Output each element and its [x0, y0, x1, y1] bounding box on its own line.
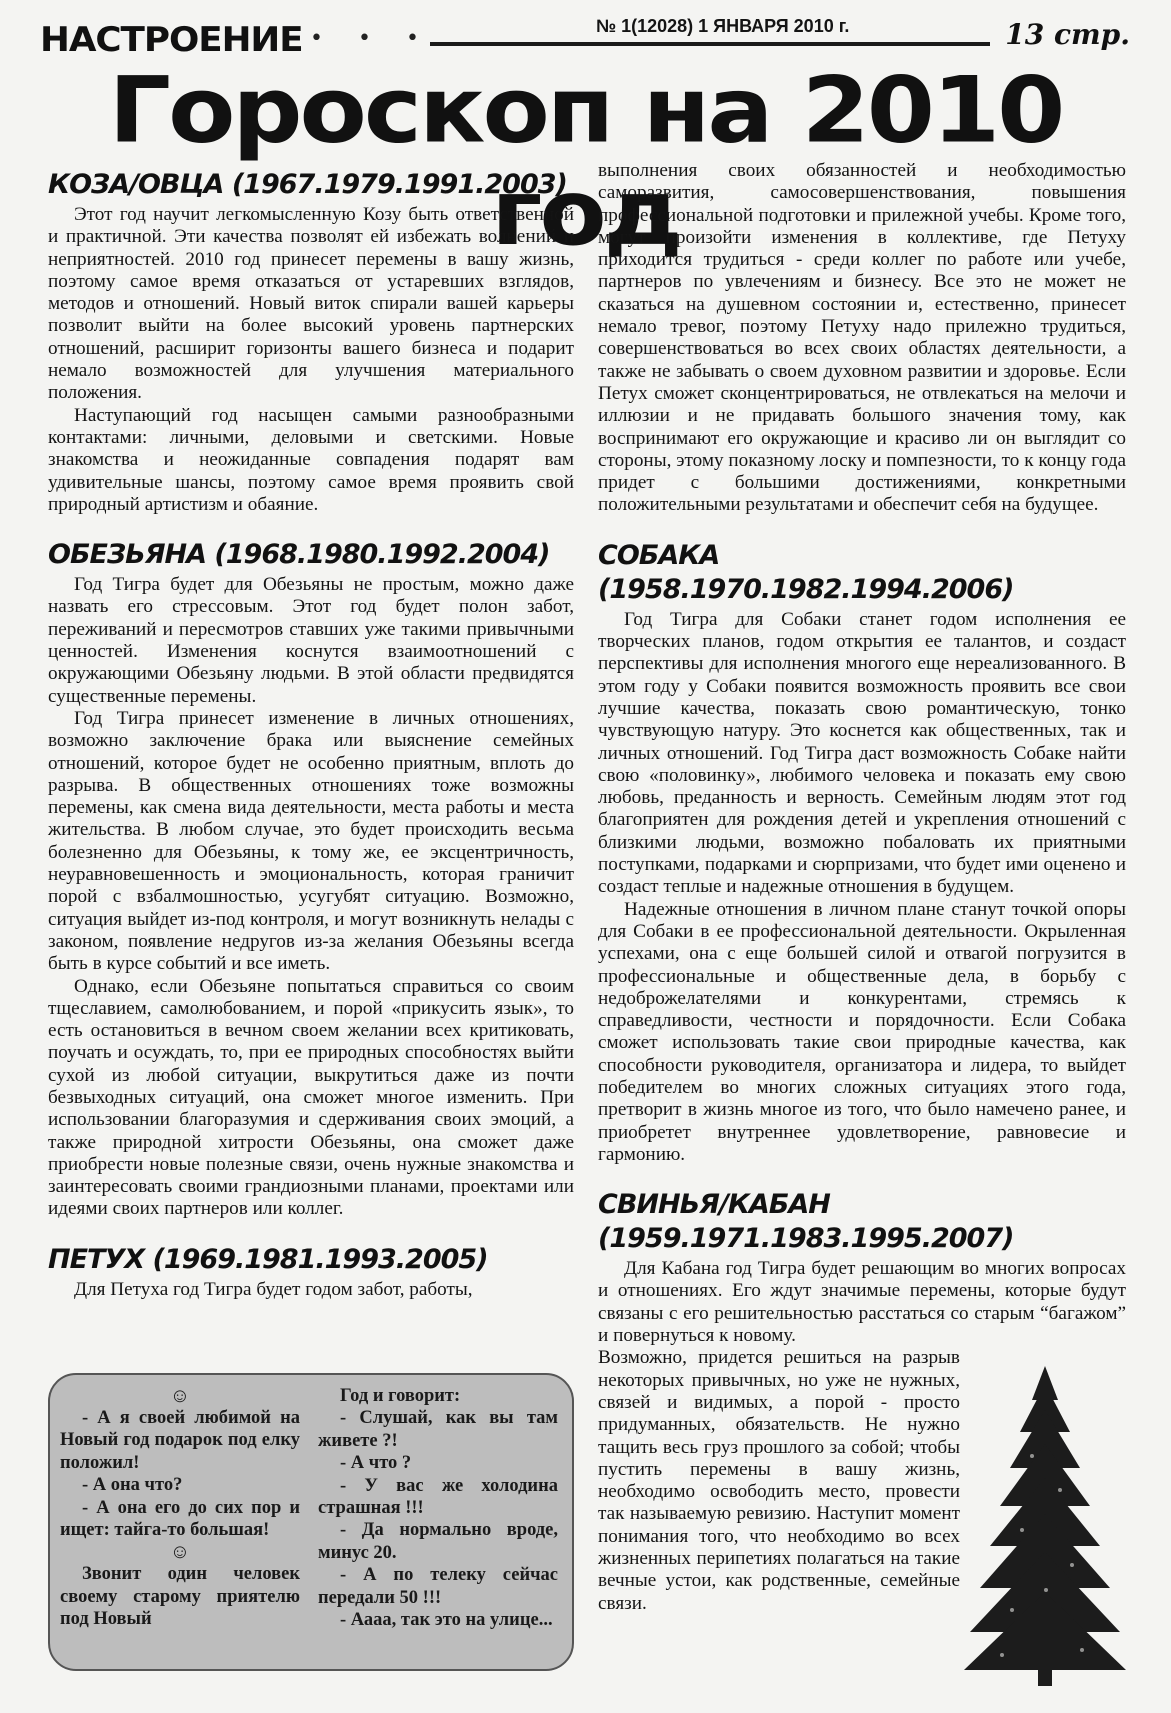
heading-goat: КОЗА/ОВЦА (1967.1979.1991.2003)	[48, 169, 567, 200]
jokes-box	[48, 1373, 574, 1671]
heading-dog: СОБАКА (1958.1970.1982.1994.2006)	[598, 539, 1014, 605]
joke-line: - А она его до сих пор и ищет: тайга-то большая!	[60, 1497, 300, 1541]
rooster-paragraph-continued: выполнения своих обязанностей и необходимостью саморазвития, самосовершенствования, повышения профессиональной подготовки и прилежной учебы. Кроме того, могут произойти изменения в коллективе, где Петуху приходится трудиться - среди коллег по работе или учебе, партнеров по увлечениям и бизнесу. Все это не может не сказаться на душевном состоянии и, естественно, принесет немало тревог, поэтому Петуху надо прилежно трудиться, совершенствоваться во всех своих областях деятельности, а также не забывать о своем духовном развитии и здоровье. Если Петух сможет сконцентрироваться, не отвлекаться на мелочи и иллюзии и не придавать большого значения тому, как воспринимают его окружающие и красиво ли он выглядит со стороны, этому показному лоску и помпезности, то к концу года придет с большими достижениями, конкретными положительными результатами и обеспечит себя на будущее.	[598, 160, 1126, 516]
rooster-paragraph-start: Для Петуха год Тигра будет годом забот, работы,	[74, 1278, 473, 1300]
pig-paragraph-1: Для Кабана год Тигра будет решающим во многих вопросах и отношениях. Его ждут значимые перемены, которые будут связаны с его решительностью расстаться со старым “багажом” и повернуться к новому.	[598, 1258, 1126, 1347]
heading-pig: СВИНЬЯ/КАБАН (1959.1971.1983.1995.2007)	[598, 1189, 1014, 1255]
dog-paragraph-1: Год Тигра для Собаки станет годом исполнения ее творческих планов, годом открытия ее талантов, и создаст перспективы для исполнения многого еще нереализованного. В этом году у Собаки появится возможность проявить все свои лучшие качества, показать свою романтическую, тонко чувствующую натуру. Это коснется как общественных, так и личных отношений. Год Тигра даст возможность Собаке найти свою «половинку», любимого человека и показать ему свою любовь, преданность и верность. Семейным людям этот год благоприятен для рождения детей и укрепления отношений с близкими людьми, возможно побаловать их приятными поступками, подарками и сюрпризами, что будет ими оценено и создаст теплые и надежные отношения в будущем.	[598, 608, 1126, 898]
goat-paragraph-1: Этот год научит легкомысленную Козу быть ответственной и практичной. Эти качества позволят ей избежать волнений и неприятностей. 2010 год принесет перемены в вашу жизнь, поэтому самое время отказаться от устаревших взглядов, методов и отношений. Новый виток спирали вашей карьеры позволит выйти на более высокий уровень партнерских отношений, расширит горизонты вашего бизнеса и подарит немало возможностей для улучшения материального положения.	[48, 204, 574, 404]
header-rule	[430, 42, 990, 46]
issue-date: № 1(12028) 1 ЯНВАРЯ 2010 г.	[588, 16, 857, 37]
christmas-tree-icon	[962, 1360, 1128, 1690]
rubric-dots: • • •	[310, 26, 433, 51]
jokes-right-column	[318, 1385, 558, 1663]
jokes-left-column	[60, 1385, 300, 1663]
joke-line: - А она что?	[82, 1475, 183, 1496]
monkey-paragraph-1: Год Тигра будет для Обезьяны не простым, можно даже назвать его стрессовым. Этот год будет полон забот, переживаний и пересмотров ставших уже такими привычными ценностей. Изменения коснутся взаимоотношений с окружающими Обезьяну людьми. В этой области предвидятся существенные перемены.	[48, 574, 574, 707]
left-column	[48, 168, 574, 1301]
smiley-icon: ☺	[169, 1541, 191, 1564]
page-header	[40, 14, 1130, 58]
page-title: Гороскоп на 2010 год	[108, 57, 1063, 267]
heading-rooster: ПЕТУХ (1969.1981.1993.2005)	[48, 1243, 488, 1275]
heading-monkey: ОБЕЗЬЯНА (1968.1980.1992.2004)	[48, 539, 550, 571]
monkey-paragraph-2: Год Тигра принесет изменение в личных отношениях, возможно заключение брака или выяснение семейных отношений, которое будет не особенно приятным, вплоть до разрыва. В общественных отношениях тоже возможны перемены, как смена вида деятельности, места работы и места жительства. В любом случае, это будет происходить весьма болезненно для Обезьяны, к тому же, ее эксцентричность, неуравновешенность и эмоциональность, которая граничит порой с взбалмошностью, усугубят ситуацию. Возможно, ситуация выйдет из-под контроля, и могут возникнуть нелады с законом, появление недругов из-за желания Обезьяны всегда быть в курсе событий и все иметь.	[48, 707, 574, 975]
monkey-paragraph-3: Однако, если Обезьяне попытаться справиться со своим тщеславием, самолюбованием, и порой «прикусить язык», то есть остановиться в вечном своем желании всех критиковать, поучать и осуждать, то, при ее природных способностях выйти сухой из любой ситуации, выкрутиться даже из почти безвыходных ситуаций, она сможет многое изменить. При использовании благоразумия и сдерживания своих эмоций, а также природной хитрости Обезьяны, она сможет даже приобрести новые полезные связи, очень нужные знакомства и заинтересовать своими грандиозными планами, проектами или идеями своих партнеров или коллег.	[48, 975, 574, 1220]
joke-line: - А что ?	[340, 1453, 412, 1474]
joke-line: - А я своей любимой на Новый год подарок под елку положил!	[60, 1408, 300, 1473]
smiley-icon: ☺	[169, 1385, 191, 1407]
joke-line: Звонит один человек своему старому приятелю под Новый	[60, 1564, 300, 1630]
joke-line: Год и говорит:	[340, 1386, 461, 1406]
joke-line: - Да нормально вроде, минус 20.	[318, 1520, 558, 1563]
page-number: 13 стр.	[1005, 18, 1130, 51]
dog-paragraph-2: Надежные отношения в личном плане станут точкой опоры для Собаки в ее профессиональной деятельности. Окрыленная успехами, она с еще большей силой и отвагой погрузится в профессиональные и общественные дела, в борьбу с недоброжелателями и конкурентами, стремясь к справедливости, честности и порядочности. Если Собака сможет использовать такие свои природные качества, как способности руководителя, организатора и лидера, то выйдет победителем во многих сложных ситуациях этого года, претворит в жизнь многое из того, что было намечено ранее, и приобретет внутреннее удовлетворение, равновесие и гармонию.	[598, 898, 1126, 1165]
joke-line: - Слушай, как вы там живете ?!	[318, 1408, 558, 1451]
joke-line: - У вас же холодина страшная !!!	[318, 1475, 558, 1519]
joke-line: - А по телеку сейчас передали 50 !!!	[318, 1565, 558, 1608]
goat-paragraph-2: Наступающий год насыщен самыми разнообразными контактами: личными, деловыми и светскими. Новые знакомства и неожиданные совпадения подарят вам удивительные шансы, поэтому самое время проявить свой природный артистизм и обаяние.	[48, 404, 574, 515]
joke-line: - Аааа, так это на улице...	[340, 1610, 553, 1631]
pig-paragraph-1-continued: Возможно, придется решиться на разрыв некоторых привычных, но уже не нужных, связей и видимых, а порой - просто придуманных, обязательств. Не нужно тащить весь груз прошлого за собой; чтобы пустить перемены в вашу жизнь, необходимо освободить место, провести так называемую ревизию. Наступит момент понимания того, что необходимо во всех жизненных перипетиях полагаться на такие вечные устои, как родственные, семейные связи.	[598, 1347, 960, 1614]
section-rubric: НАСТРОЕНИЕ	[40, 20, 303, 60]
